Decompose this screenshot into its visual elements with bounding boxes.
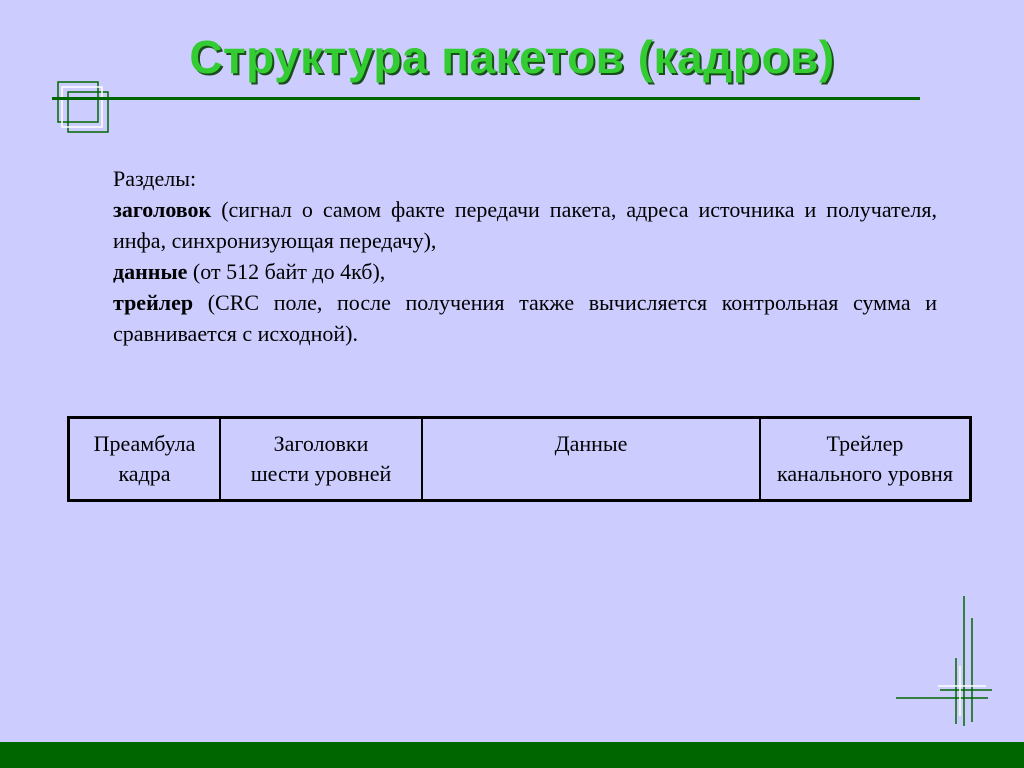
table-row [69, 418, 971, 501]
crossed-lines-decoration [896, 596, 996, 730]
section-header [113, 194, 937, 256]
preamble-cell: Преамбула кадра [69, 418, 221, 501]
section-term: данные [113, 259, 188, 284]
body-text [113, 163, 937, 349]
data-cell: Данные [422, 418, 760, 501]
section-term: заголовок [113, 197, 212, 222]
title-underline [52, 97, 920, 100]
corner-squares-decoration [56, 80, 116, 136]
section-data [113, 256, 937, 287]
section-description: (CRC поле, после получения также вычисляется контрольная сумма и сравнивается с исходной). [113, 290, 937, 346]
slide-title: Структура пакетов (кадров) [189, 31, 835, 83]
trailer-cell: Трейлер канального уровня [760, 418, 971, 501]
footer-bar [0, 742, 1024, 768]
section-description: (от 512 байт до 4кб), [187, 259, 386, 284]
section-trailer [113, 287, 937, 349]
section-description: (сигнал о самом факте передачи пакета, адреса источника и получателя, инфа, синхронизующая передачу), [113, 197, 937, 253]
section-term: трейлер [113, 290, 194, 315]
frame-structure-table [67, 416, 972, 502]
sections-intro: Разделы: [113, 166, 197, 191]
headers-cell: Заголовки шести уровней [220, 418, 422, 501]
